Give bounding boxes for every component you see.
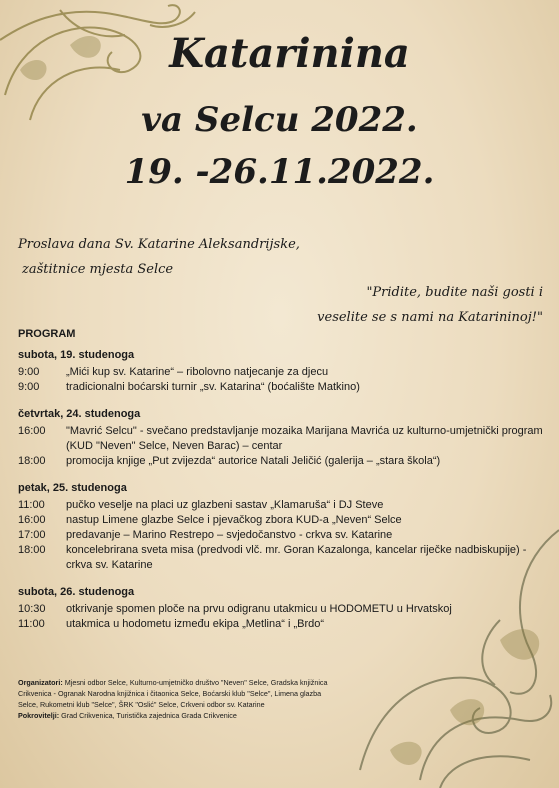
day-title: subota, 26. studenoga — [18, 586, 135, 598]
event-time: 11:00 — [18, 499, 45, 511]
subtitle-line-2: zaštitnice mjesta Selce — [22, 262, 174, 277]
day-title: četvrtak, 24. studenoga — [18, 408, 141, 420]
day-title: subota, 19. studenoga — [18, 349, 135, 361]
event-row — [18, 602, 548, 617]
event-description: pučko veselje na placi uz glazbeni sastav „Klamaruša“ i DJ Steve — [66, 499, 384, 511]
event-time: 11:00 — [18, 618, 45, 630]
quote-line-2: veselite se s nami na Katarininoj!" — [317, 310, 543, 325]
program-day — [18, 407, 548, 469]
event-row — [18, 365, 548, 380]
event-time: 18:00 — [18, 455, 46, 467]
event-row — [18, 513, 548, 528]
organizers — [18, 677, 338, 710]
event-description: koncelebrirana sveta misa (predvodi vlč. mr. Goran Kazalonga, kancelar riječke nadbiskupije) - crkva sv. Katarine — [66, 544, 527, 571]
event-description: nastup Limene glazbe Selce i pjevačkog zbora KUD-a „Neven“ Selce — [66, 514, 402, 526]
subtitle — [18, 232, 348, 282]
event-row — [18, 617, 548, 632]
credits-footer — [18, 677, 338, 721]
event-time: 16:00 — [18, 514, 46, 526]
day-title: petak, 25. studenoga — [18, 482, 127, 494]
event-description: tradicionalni boćarski turnir „sv. Katarina“ (boćalište Matkino) — [66, 381, 360, 393]
event-time: 16:00 — [18, 425, 46, 437]
event-row — [18, 498, 548, 513]
quote-line-1: "Pridite, budite naši gosti i — [366, 285, 543, 300]
event-row — [18, 454, 548, 469]
program-section — [18, 327, 548, 644]
sponsors — [18, 710, 338, 721]
event-time: 17:00 — [18, 529, 46, 541]
title-line-1: Katarinina — [169, 30, 410, 77]
event-description: „Mići kup sv. Katarine“ – ribolovno natjecanje za djecu — [66, 366, 329, 378]
event-description: "Mavrić Selcu" - svečano predstavljanje mozaika Marijana Mavrića uz kulturno-umjetnički program (KUD "Neven" Selce, Neven Barac) – centar — [66, 425, 543, 452]
event-description: promocija knjige „Put zvijezda“ autorice Natali Jeličić (galerija – „stara škola“) — [66, 455, 441, 467]
organizers-label: Organizatori: — [18, 678, 63, 687]
sponsors-text: Grad Crikvenica, Turistička zajednica Grada Crikvenice — [61, 711, 237, 720]
event-row — [18, 424, 548, 454]
event-description: predavanje – Marino Restrepo – svjedočanstvo - crkva sv. Katarine — [66, 529, 393, 541]
invitation-quote — [243, 280, 543, 330]
subtitle-line-1: Proslava dana Sv. Katarine Aleksandrijske, — [18, 237, 300, 252]
program-day — [18, 481, 548, 573]
program-heading: PROGRAM — [18, 328, 76, 340]
title-line-2: va Selcu 2022. — [141, 100, 418, 140]
event-row — [18, 528, 548, 543]
event-row — [18, 380, 548, 395]
title-dates: 19. -26.11.2022. — [124, 152, 435, 192]
program-day — [18, 348, 548, 395]
organizers-text: Mjesni odbor Selce, Kulturno-umjetničko društvo "Neven" Selce, Gradska knjižnica Crikvenica - Ogranak Narodna knjižnica i čitaonica Selce, Boćarski klub "Selce", Limena glazba Selce, Rukometni klub "Selce", ŠRK "Oslić" Selce, Crkveni odbor sv. Katarine — [18, 678, 328, 709]
program-day — [18, 585, 548, 632]
event-time: 10:30 — [18, 603, 46, 615]
event-time: 9:00 — [18, 381, 40, 393]
event-time: 9:00 — [18, 366, 40, 378]
sponsors-label: Pokrovitelji: — [18, 711, 60, 720]
event-description: utakmica u hodometu između ekipa „Metlina“ i „Brdo“ — [66, 618, 325, 630]
event-row — [18, 543, 548, 573]
event-description: otkrivanje spomen ploče na prvu odigranu utakmicu u HODOMETU u Hrvatskoj — [66, 603, 452, 615]
event-time: 18:00 — [18, 544, 46, 556]
